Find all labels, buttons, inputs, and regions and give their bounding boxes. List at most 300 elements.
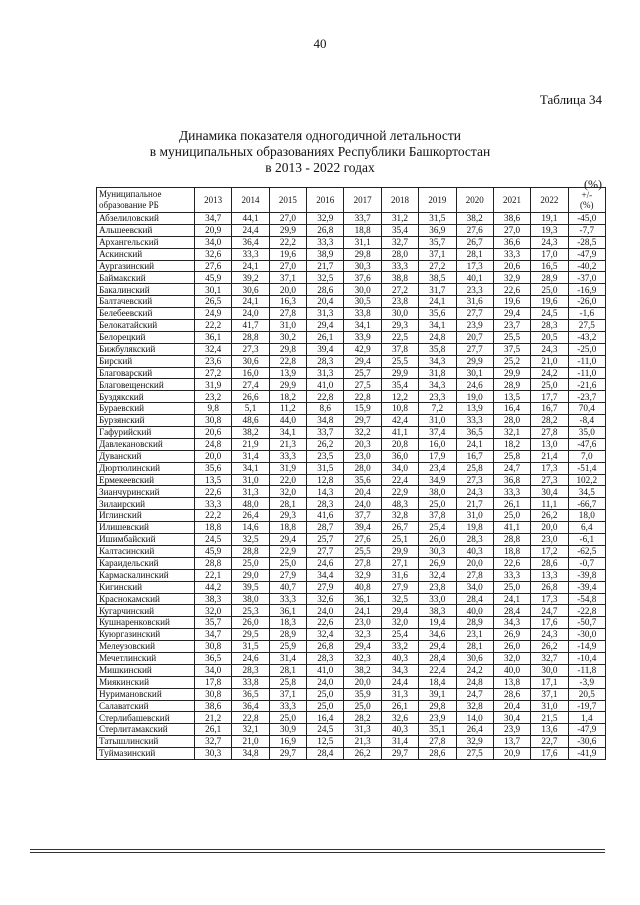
value-cell: 22,8 <box>344 391 381 403</box>
value-cell: 16,4 <box>307 712 344 724</box>
value-cell: 26,4 <box>456 724 493 736</box>
value-cell: 27,8 <box>344 557 381 569</box>
value-cell: 35,6 <box>419 308 456 320</box>
value-cell: 29,7 <box>381 748 418 760</box>
value-cell: 26,6 <box>232 391 269 403</box>
value-cell: 24,1 <box>344 605 381 617</box>
value-cell: 26,8 <box>307 224 344 236</box>
value-cell: 31,9 <box>269 462 306 474</box>
value-cell: 41,0 <box>307 664 344 676</box>
value-cell: 25,1 <box>381 534 418 546</box>
value-cell: 37,1 <box>419 248 456 260</box>
value-cell: 23,0 <box>344 617 381 629</box>
value-cell: 20,0 <box>195 450 232 462</box>
value-cell: 29,5 <box>232 629 269 641</box>
value-cell: 22,4 <box>419 664 456 676</box>
value-cell: 23,5 <box>307 450 344 462</box>
value-cell: 28,9 <box>493 379 530 391</box>
municipality-name: Бирский <box>97 355 195 367</box>
value-cell: 11,1 <box>531 498 568 510</box>
value-cell: 24,5 <box>195 534 232 546</box>
municipality-name: Благовещенский <box>97 379 195 391</box>
title-line-1: Динамика показателя одногодичной летальности <box>178 128 462 143</box>
value-cell: 18,8 <box>344 224 381 236</box>
value-cell: 19,8 <box>456 522 493 534</box>
value-cell: 30,3 <box>344 260 381 272</box>
value-cell: 20,4 <box>307 296 344 308</box>
change-cell: -11,8 <box>568 664 605 676</box>
value-cell: 27,1 <box>381 557 418 569</box>
value-cell: 48,0 <box>232 498 269 510</box>
value-cell: 30,1 <box>195 284 232 296</box>
value-cell: 18,4 <box>419 676 456 688</box>
value-cell: 22,1 <box>195 569 232 581</box>
value-cell: 28,4 <box>456 593 493 605</box>
table-row <box>97 391 606 403</box>
value-cell: 44,1 <box>232 213 269 225</box>
value-cell: 37,1 <box>269 272 306 284</box>
value-cell: 28,9 <box>531 272 568 284</box>
value-cell: 13,9 <box>269 367 306 379</box>
value-cell: 27,6 <box>344 534 381 546</box>
value-cell: 26,1 <box>195 724 232 736</box>
value-cell: 28,3 <box>531 320 568 332</box>
value-cell: 20,7 <box>456 331 493 343</box>
value-cell: 20,0 <box>531 522 568 534</box>
value-cell: 30,6 <box>232 355 269 367</box>
value-cell: 18,3 <box>269 617 306 629</box>
table-row <box>97 367 606 379</box>
value-cell: 16,0 <box>419 438 456 450</box>
value-cell: 18,8 <box>195 522 232 534</box>
table-row <box>97 605 606 617</box>
value-cell: 24,6 <box>307 557 344 569</box>
value-cell: 29,4 <box>307 320 344 332</box>
value-cell: 23,3 <box>419 391 456 403</box>
value-cell: 33,3 <box>381 260 418 272</box>
value-cell: 30,6 <box>456 652 493 664</box>
value-cell: 13,7 <box>493 736 530 748</box>
value-cell: 34,3 <box>381 664 418 676</box>
value-cell: 30,8 <box>195 688 232 700</box>
value-cell: 22,8 <box>307 391 344 403</box>
table-row <box>97 272 606 284</box>
table-row <box>97 343 606 355</box>
municipality-name: Нуримановский <box>97 688 195 700</box>
value-cell: 21,4 <box>531 450 568 462</box>
table-row <box>97 688 606 700</box>
table-row <box>97 557 606 569</box>
footer-rule <box>30 852 605 853</box>
value-cell: 24,6 <box>456 379 493 391</box>
change-cell: -54,8 <box>568 593 605 605</box>
value-cell: 25,8 <box>493 450 530 462</box>
change-cell: -6,1 <box>568 534 605 546</box>
change-cell: -39,4 <box>568 581 605 593</box>
value-cell: 31,9 <box>195 379 232 391</box>
value-cell: 19,1 <box>531 213 568 225</box>
value-cell: 27,6 <box>456 224 493 236</box>
value-cell: 21,2 <box>195 712 232 724</box>
value-cell: 27,7 <box>307 545 344 557</box>
value-cell: 21,3 <box>269 438 306 450</box>
value-cell: 27,7 <box>456 343 493 355</box>
value-cell: 31,5 <box>419 213 456 225</box>
value-cell: 21,5 <box>531 712 568 724</box>
value-cell: 34,3 <box>419 379 456 391</box>
value-cell: 41,6 <box>307 510 344 522</box>
change-cell: -25,0 <box>568 343 605 355</box>
value-cell: 24,1 <box>232 296 269 308</box>
change-header <box>568 188 605 213</box>
change-cell: -21,6 <box>568 379 605 391</box>
value-cell: 25,0 <box>493 510 530 522</box>
value-cell: 30,2 <box>269 331 306 343</box>
value-cell: 36,4 <box>232 700 269 712</box>
value-cell: 17,6 <box>531 617 568 629</box>
value-cell: 21,7 <box>307 260 344 272</box>
value-cell: 34,0 <box>195 664 232 676</box>
value-cell: 25,9 <box>269 641 306 653</box>
value-cell: 35,4 <box>381 379 418 391</box>
municipality-name: Стерлибашевский <box>97 712 195 724</box>
value-cell: 16,0 <box>232 367 269 379</box>
footer-rule <box>30 849 605 850</box>
title-line-2: в муниципальных образованиях Республики Башкортостан <box>149 144 491 159</box>
value-cell: 25,0 <box>531 284 568 296</box>
value-cell: 33,3 <box>307 236 344 248</box>
value-cell: 24,1 <box>232 260 269 272</box>
value-cell: 17,6 <box>531 748 568 760</box>
value-cell: 30,3 <box>195 748 232 760</box>
value-cell: 22,7 <box>531 736 568 748</box>
municipality-name: Буздякский <box>97 391 195 403</box>
value-cell: 40,3 <box>456 545 493 557</box>
change-cell: -11,0 <box>568 355 605 367</box>
value-cell: 25,8 <box>269 676 306 688</box>
change-cell: -23,7 <box>568 391 605 403</box>
value-cell: 36,1 <box>195 331 232 343</box>
value-cell: 22,8 <box>232 712 269 724</box>
value-cell: 34,4 <box>307 569 344 581</box>
value-cell: 25,4 <box>419 522 456 534</box>
value-cell: 36,9 <box>419 224 456 236</box>
value-cell: 32,1 <box>232 724 269 736</box>
value-cell: 41,7 <box>232 320 269 332</box>
value-cell: 36,5 <box>456 427 493 439</box>
value-cell: 41,1 <box>381 427 418 439</box>
value-cell: 26,2 <box>344 748 381 760</box>
change-cell: 7,0 <box>568 450 605 462</box>
value-cell: 19,6 <box>493 296 530 308</box>
value-cell: 25,7 <box>307 534 344 546</box>
value-cell: 28,4 <box>419 652 456 664</box>
value-cell: 25,0 <box>307 700 344 712</box>
value-cell: 32,9 <box>456 736 493 748</box>
value-cell: 29,7 <box>344 415 381 427</box>
municipality-name: Куюргазинский <box>97 629 195 641</box>
value-cell: 35,6 <box>195 462 232 474</box>
value-cell: 32,9 <box>344 569 381 581</box>
value-cell: 21,9 <box>232 438 269 450</box>
table-title <box>0 128 640 176</box>
value-cell: 11,2 <box>269 403 306 415</box>
value-cell: 32,0 <box>381 617 418 629</box>
value-cell: 27,9 <box>381 581 418 593</box>
value-cell: 38,2 <box>456 213 493 225</box>
table-row <box>97 522 606 534</box>
value-cell: 25,0 <box>419 498 456 510</box>
value-cell: 21,0 <box>531 355 568 367</box>
change-cell: 70,4 <box>568 403 605 415</box>
value-cell: 37,8 <box>419 510 456 522</box>
change-cell: -1,6 <box>568 308 605 320</box>
value-cell: 38,3 <box>195 593 232 605</box>
value-cell: 42,4 <box>381 415 418 427</box>
value-cell: 30,6 <box>232 284 269 296</box>
value-cell: 32,1 <box>493 427 530 439</box>
year-header: 2020 <box>456 188 493 213</box>
value-cell: 17,0 <box>531 248 568 260</box>
value-cell: 32,6 <box>195 248 232 260</box>
value-cell: 28,9 <box>269 629 306 641</box>
municipality-name: Кугарчинский <box>97 605 195 617</box>
value-cell: 24,3 <box>531 343 568 355</box>
value-cell: 28,6 <box>419 748 456 760</box>
municipality-name: Мечетлинский <box>97 652 195 664</box>
value-cell: 25,7 <box>344 367 381 379</box>
municipality-name: Зилаирский <box>97 498 195 510</box>
change-cell: -7,7 <box>568 224 605 236</box>
value-cell: 33,0 <box>419 593 456 605</box>
value-cell: 29,4 <box>269 534 306 546</box>
value-cell: 32,6 <box>307 593 344 605</box>
value-cell: 20,9 <box>195 224 232 236</box>
value-cell: 24,2 <box>531 367 568 379</box>
value-cell: 33,7 <box>307 427 344 439</box>
value-cell: 34,1 <box>344 320 381 332</box>
value-cell: 27,0 <box>269 213 306 225</box>
value-cell: 36,5 <box>195 652 232 664</box>
value-cell: 35,8 <box>419 343 456 355</box>
value-cell: 28,2 <box>531 415 568 427</box>
value-cell: 29,8 <box>269 343 306 355</box>
value-cell: 17,3 <box>456 260 493 272</box>
value-cell: 18,8 <box>493 545 530 557</box>
value-cell: 27,5 <box>344 379 381 391</box>
value-cell: 36,1 <box>344 593 381 605</box>
lethality-table <box>96 187 606 760</box>
value-cell: 25,3 <box>232 605 269 617</box>
value-cell: 28,9 <box>456 617 493 629</box>
municipality-name: Караидельский <box>97 557 195 569</box>
value-cell: 22,9 <box>269 545 306 557</box>
value-cell: 24,4 <box>381 676 418 688</box>
value-cell: 38,6 <box>195 700 232 712</box>
value-cell: 27,9 <box>307 581 344 593</box>
value-cell: 45,9 <box>195 545 232 557</box>
value-cell: 28,2 <box>344 712 381 724</box>
table-row <box>97 569 606 581</box>
table-row <box>97 248 606 260</box>
year-header: 2016 <box>307 188 344 213</box>
value-cell: 39,4 <box>307 343 344 355</box>
value-cell: 31,0 <box>232 474 269 486</box>
value-cell: 32,0 <box>269 486 306 498</box>
value-cell: 37,6 <box>344 272 381 284</box>
value-cell: 33,3 <box>493 248 530 260</box>
value-cell: 31,3 <box>381 688 418 700</box>
value-cell: 26,7 <box>381 522 418 534</box>
value-cell: 27,8 <box>531 427 568 439</box>
value-cell: 25,2 <box>493 355 530 367</box>
value-cell: 28,3 <box>456 534 493 546</box>
municipality-name: Белебеевский <box>97 308 195 320</box>
value-cell: 23,6 <box>195 355 232 367</box>
value-cell: 5,1 <box>232 403 269 415</box>
value-cell: 27,3 <box>531 474 568 486</box>
unit-label: (%) <box>584 177 602 191</box>
table-row <box>97 581 606 593</box>
municipality-header <box>97 188 195 213</box>
value-cell: 32,0 <box>195 605 232 617</box>
value-cell: 10,8 <box>381 403 418 415</box>
value-cell: 27,0 <box>269 260 306 272</box>
value-cell: 22,5 <box>381 331 418 343</box>
value-cell: 36,6 <box>493 236 530 248</box>
municipality-name: Кармаскалинский <box>97 569 195 581</box>
value-cell: 19,3 <box>531 224 568 236</box>
change-cell: -30,0 <box>568 629 605 641</box>
value-cell: 25,8 <box>456 462 493 474</box>
value-cell: 34,7 <box>195 629 232 641</box>
value-cell: 28,8 <box>232 331 269 343</box>
table-row <box>97 403 606 415</box>
value-cell: 34,3 <box>419 355 456 367</box>
table-row <box>97 510 606 522</box>
value-cell: 14,3 <box>307 486 344 498</box>
value-cell: 35,4 <box>381 224 418 236</box>
value-cell: 18,2 <box>493 438 530 450</box>
municipality-name: Краснокамский <box>97 593 195 605</box>
value-cell: 20,5 <box>531 331 568 343</box>
value-cell: 31,4 <box>381 736 418 748</box>
change-cell: -50,7 <box>568 617 605 629</box>
municipality-name: Мишкинский <box>97 664 195 676</box>
value-cell: 48,3 <box>381 498 418 510</box>
value-cell: 34,0 <box>381 462 418 474</box>
value-cell: 24,7 <box>456 688 493 700</box>
value-cell: 32,3 <box>344 652 381 664</box>
value-cell: 36,4 <box>232 236 269 248</box>
municipality-name: Миякинский <box>97 676 195 688</box>
municipality-name: Кигинский <box>97 581 195 593</box>
change-cell: -66,7 <box>568 498 605 510</box>
table-row <box>97 320 606 332</box>
value-cell: 44,2 <box>195 581 232 593</box>
value-cell: 33,3 <box>269 450 306 462</box>
change-cell: -3,9 <box>568 676 605 688</box>
value-cell: 28,1 <box>269 498 306 510</box>
value-cell: 29,9 <box>493 367 530 379</box>
value-cell: 29,8 <box>419 700 456 712</box>
value-cell: 36,8 <box>493 474 530 486</box>
change-cell: -41,9 <box>568 748 605 760</box>
value-cell: 29,3 <box>269 510 306 522</box>
value-cell: 29,9 <box>381 367 418 379</box>
value-cell: 24,5 <box>531 308 568 320</box>
table-row <box>97 664 606 676</box>
value-cell: 31,5 <box>232 641 269 653</box>
value-cell: 30,9 <box>269 724 306 736</box>
value-cell: 32,5 <box>232 534 269 546</box>
value-cell: 27,9 <box>269 569 306 581</box>
value-cell: 25,0 <box>307 688 344 700</box>
table-label: Таблица 34 <box>539 92 602 107</box>
value-cell: 24,0 <box>232 308 269 320</box>
value-cell: 33,3 <box>269 700 306 712</box>
value-cell: 40,1 <box>456 272 493 284</box>
municipality-name: Бакалинский <box>97 284 195 296</box>
value-cell: 16,7 <box>531 403 568 415</box>
value-cell: 20,6 <box>493 260 530 272</box>
change-cell: -22,8 <box>568 605 605 617</box>
value-cell: 26,5 <box>195 296 232 308</box>
value-cell: 24,1 <box>456 438 493 450</box>
value-cell: 24,0 <box>307 676 344 688</box>
value-cell: 30,0 <box>344 284 381 296</box>
value-cell: 22,4 <box>381 474 418 486</box>
value-cell: 30,1 <box>456 367 493 379</box>
value-cell: 37,1 <box>269 688 306 700</box>
value-cell: 24,7 <box>531 605 568 617</box>
value-cell: 17,8 <box>195 676 232 688</box>
value-cell: 12,2 <box>381 391 418 403</box>
value-cell: 31,4 <box>269 652 306 664</box>
value-cell: 17,3 <box>531 593 568 605</box>
value-cell: 30,0 <box>381 308 418 320</box>
value-cell: 35,7 <box>195 617 232 629</box>
change-cell: -43,2 <box>568 331 605 343</box>
value-cell: 26,9 <box>419 557 456 569</box>
value-cell: 26,4 <box>232 510 269 522</box>
value-cell: 29,9 <box>269 379 306 391</box>
value-cell: 30,8 <box>195 641 232 653</box>
year-header: 2018 <box>381 188 418 213</box>
value-cell: 32,5 <box>381 593 418 605</box>
table-row <box>97 379 606 391</box>
value-cell: 38,2 <box>344 664 381 676</box>
value-cell: 22,9 <box>381 486 418 498</box>
value-cell: 22,2 <box>195 510 232 522</box>
value-cell: 32,7 <box>195 736 232 748</box>
municipality-name: Ишимбайский <box>97 534 195 546</box>
value-cell: 16,4 <box>493 403 530 415</box>
value-cell: 24,3 <box>531 629 568 641</box>
table-row <box>97 236 606 248</box>
value-cell: 20,9 <box>493 748 530 760</box>
value-cell: 25,5 <box>493 331 530 343</box>
value-cell: 27,8 <box>419 736 456 748</box>
value-cell: 29,4 <box>419 641 456 653</box>
value-cell: 35,6 <box>344 474 381 486</box>
value-cell: 17,3 <box>531 462 568 474</box>
table-row <box>97 260 606 272</box>
value-cell: 19,6 <box>531 296 568 308</box>
value-cell: 8,6 <box>307 403 344 415</box>
value-cell: 28,3 <box>307 355 344 367</box>
value-cell: 33,8 <box>232 676 269 688</box>
